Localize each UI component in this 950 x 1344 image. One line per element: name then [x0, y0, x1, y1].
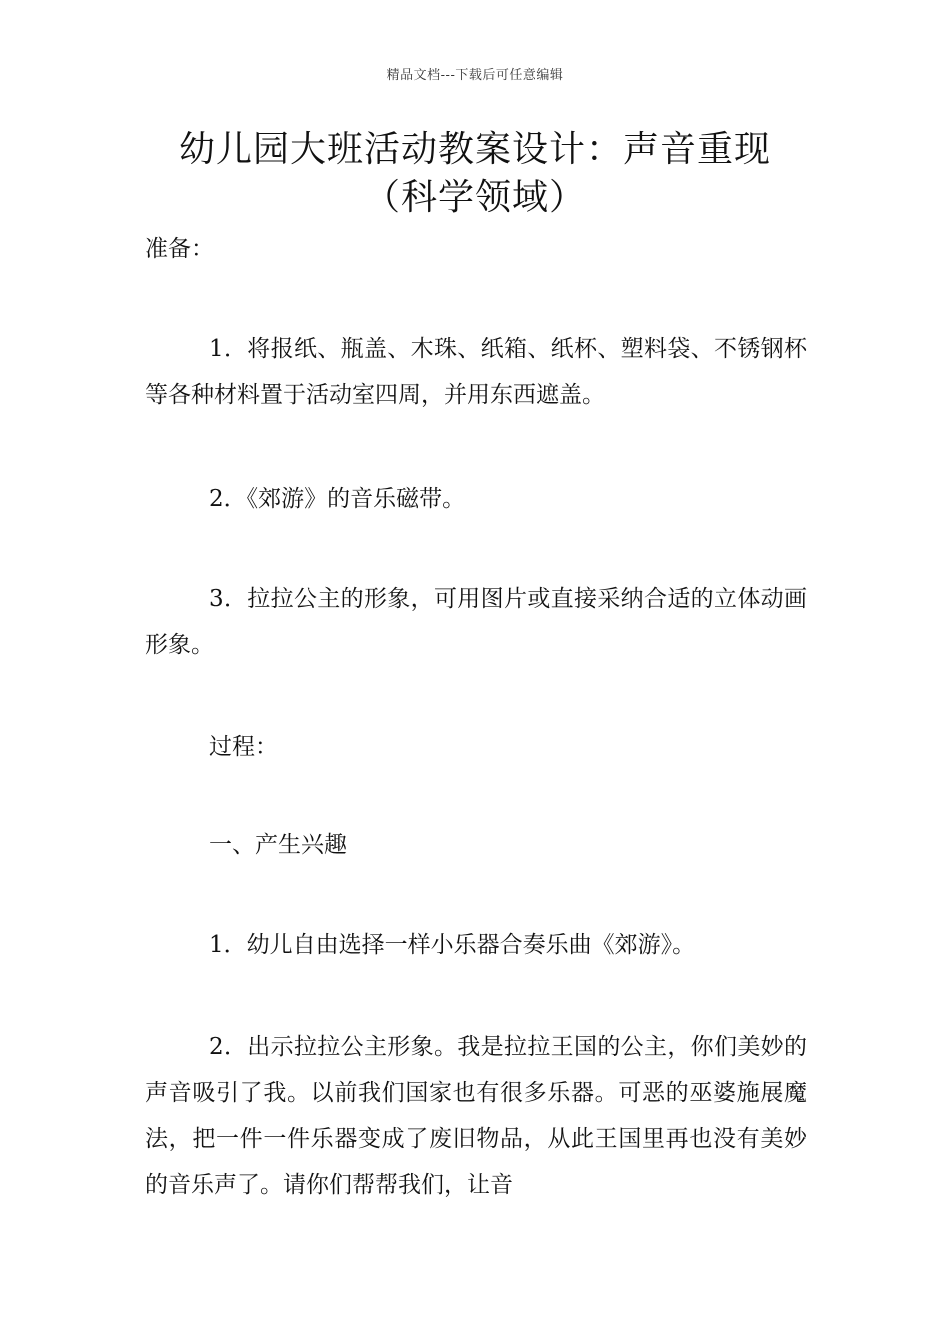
section-heading-preparation: 准备：	[145, 236, 214, 262]
title-line-1: 幼儿园大班活动教案设计：声音重现	[178, 129, 771, 170]
process-step-heading: 一、产生兴趣	[209, 832, 347, 858]
page-header: 精品文档---下载后可任意编辑	[386, 68, 564, 83]
process-item-1: 1．幼儿自由选择一样小乐器合奏乐曲《郊游》。	[209, 932, 696, 958]
process-item-2: 2．出示拉拉公主形象。我是拉拉王国的公主，你们美妙的声音吸引了我。以前我们国家也有很多乐器。可恶的巫婆施展魔法，把一件一件乐器变成了废旧物品，从此王国里再也没有美妙的音乐声了。请你们帮帮我们，让音	[145, 1034, 807, 1198]
preparation-item-1: 1．将报纸、瓶盖、木珠、纸箱、纸杯、塑料袋、不锈钢杯等各种材料置于活动室四周，并用东西遮盖。	[145, 336, 807, 408]
preparation-item-2: 2．《郊游》的音乐磁带。	[209, 486, 466, 512]
preparation-item-3: 3．拉拉公主的形象，可用图片或直接采纳合适的立体动画形象。	[145, 586, 807, 658]
document-title	[120, 126, 830, 222]
title-line-2: （科学领域）	[363, 177, 586, 218]
section-heading-process: 过程：	[209, 734, 278, 760]
